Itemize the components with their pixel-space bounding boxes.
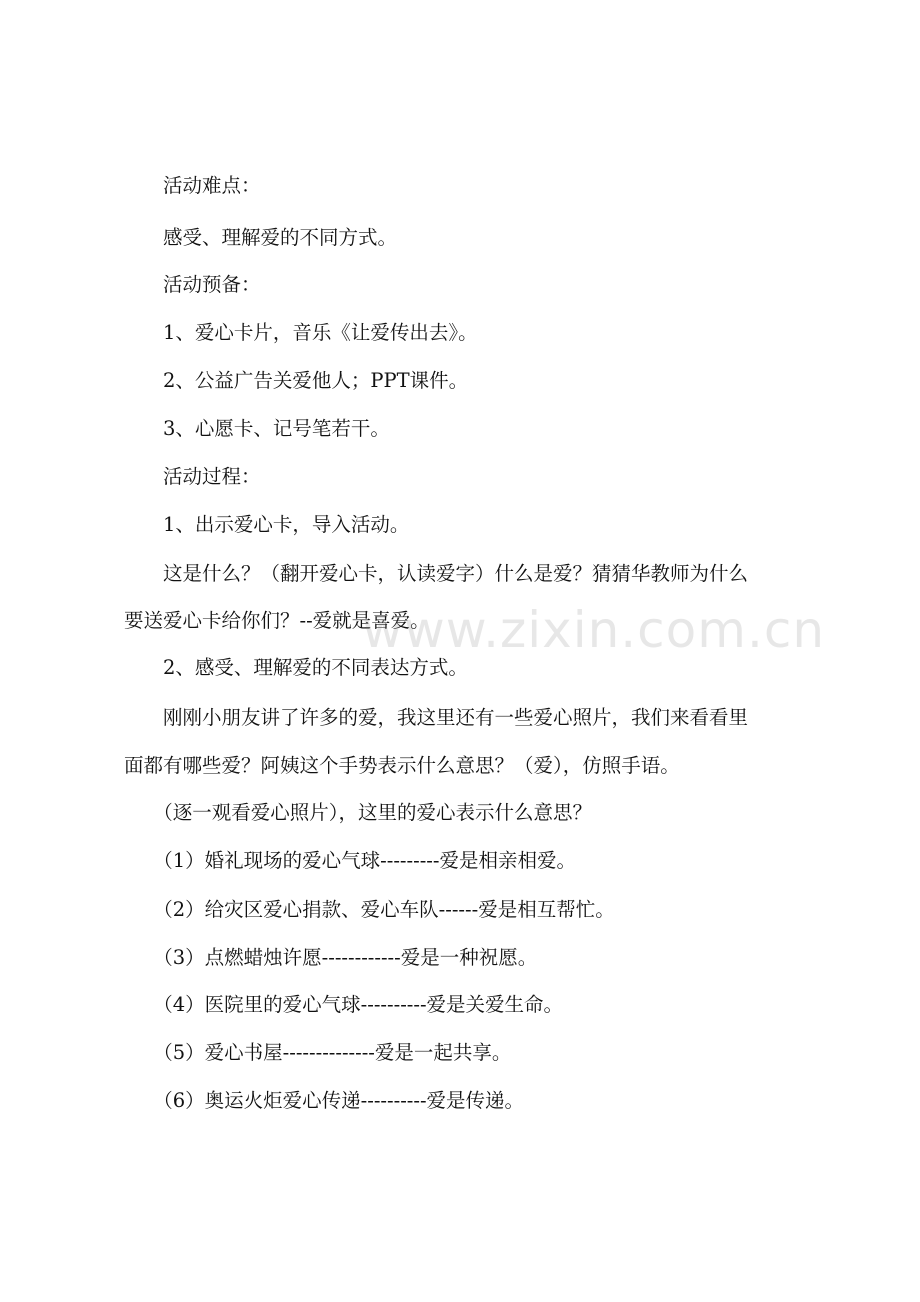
paragraph-line: 面都有哪些爱？阿姨这个手势表示什么意思？（爱），仿照手语。: [124, 754, 680, 777]
watermark: www.zixin.com.cn: [362, 601, 826, 659]
paragraph-line: 要送爱心卡给你们？--爱就是喜爱。: [124, 609, 430, 632]
list-item: 2、感受、理解爱的不同表达方式。: [124, 656, 468, 679]
list-item: （4）医院里的爱心气球----------爱是关爱生命。: [124, 993, 564, 1016]
paragraph-line: 感受、理解爱的不同方式。: [124, 226, 398, 249]
list-item: （2）给灾区爱心捐款、爱心车队------爱是相互帮忙。: [124, 898, 615, 921]
heading-process: 活动过程：: [124, 465, 261, 488]
list-item: 3、心愿卡、记号笔若干。: [124, 417, 390, 440]
paragraph-line: 刚刚小朋友讲了许多的爱，我这里还有一些爱心照片，我们来看看里: [124, 706, 749, 729]
list-item: 1、出示爱心卡，导入活动。: [124, 513, 410, 536]
paragraph-line: 这是什么？（翻开爱心卡，认读爱字）什么是爱？猜猜华教师为什么: [124, 562, 749, 585]
list-item: （3）点燃蜡烛许愿------------爱是一种祝愿。: [124, 946, 538, 969]
heading-preparation: 活动预备：: [124, 273, 261, 296]
list-item: （6）奥运火炬爱心传递----------爱是传递。: [124, 1089, 525, 1112]
paragraph-line: （逐一观看爱心照片），这里的爱心表示什么意思？: [124, 801, 593, 824]
list-item: （5）爱心书屋--------------爱是一起共享。: [124, 1041, 512, 1064]
heading-difficulty: 活动难点：: [124, 174, 261, 197]
list-item: 1、爱心卡片，音乐《让爱传出去》。: [124, 321, 478, 344]
list-item: 2、公益广告关爱他人；PPT课件。: [124, 369, 469, 392]
list-item: （1）婚礼现场的爱心气球---------爱是相亲相爱。: [124, 849, 576, 872]
